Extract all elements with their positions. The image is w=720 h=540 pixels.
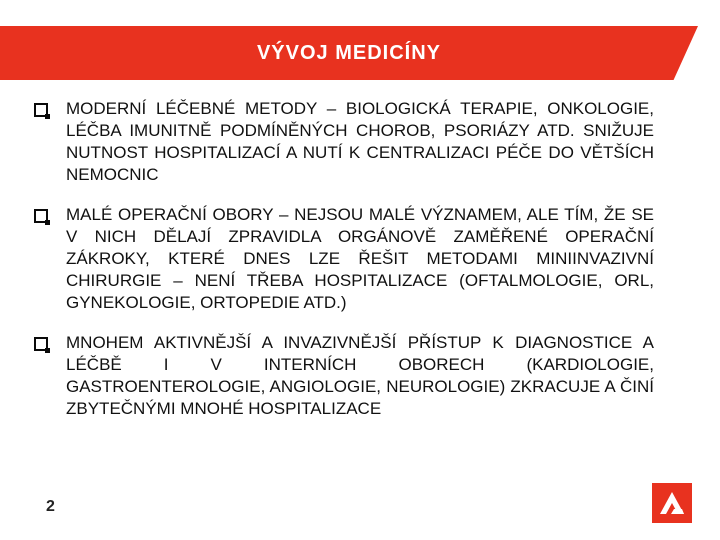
- page-number: 2: [46, 498, 55, 515]
- bullet-item: [34, 332, 654, 420]
- bullet-text: MODERNÍ LÉČEBNÉ METODY – BIOLOGICKÁ TERAPIE, ONKOLOGIE, LÉČBA IMUNITNĚ PODMÍNĚNÝCH CHOROB, PSORIÁZY ATD. SNIŽUJE NUTNOST HOSPITALIZACÍ A NUTÍ K CENTRALIZACI PÉČE DO VĚTŠÍCH NEMOCNIC: [66, 99, 654, 184]
- checkbox-bullet-icon: [34, 103, 48, 117]
- bullet-list: [34, 98, 654, 438]
- checkbox-bullet-icon: [34, 337, 48, 351]
- company-logo-icon: [652, 483, 692, 523]
- slide-title: VÝVOJ MEDICÍNY: [256, 42, 442, 64]
- bullet-text: MALÉ OPERAČNÍ OBORY – NEJSOU MALÉ VÝZNAMEM, ALE TÍM, ŽE SE V NICH DĚLAJÍ ZPRAVIDLA ORGÁNOVĚ ZAMĚŘENÉ OPERAČNÍ ZÁKROKY, KTERÉ DNES LZE ŘEŠIT METODAMI MINIINVAZIVNÍ CHIRURGIE – NENÍ TŘEBA HOSPITALIZACE (OFTALMOLOGIE, ORL, GYNEKOLOGIE, ORTOPEDIE ATD.): [66, 205, 654, 312]
- checkbox-bullet-icon: [34, 209, 48, 223]
- bullet-text: MNOHEM AKTIVNĚJŠÍ A INVAZIVNĚJŠÍ PŘÍSTUP K DIAGNOSTICE A LÉČBĚ I V INTERNÍCH OBORECH (KARDIOLOGIE, GASTROENTEROLOGIE, ANGIOLOGIE, NEUROLOGIE) ZKRACUJE A ČINÍ ZBYTEČNÝMI MNOHÉ HOSPITALIZACE: [66, 333, 654, 418]
- bullet-item: [34, 98, 654, 186]
- bullet-item: [34, 204, 654, 314]
